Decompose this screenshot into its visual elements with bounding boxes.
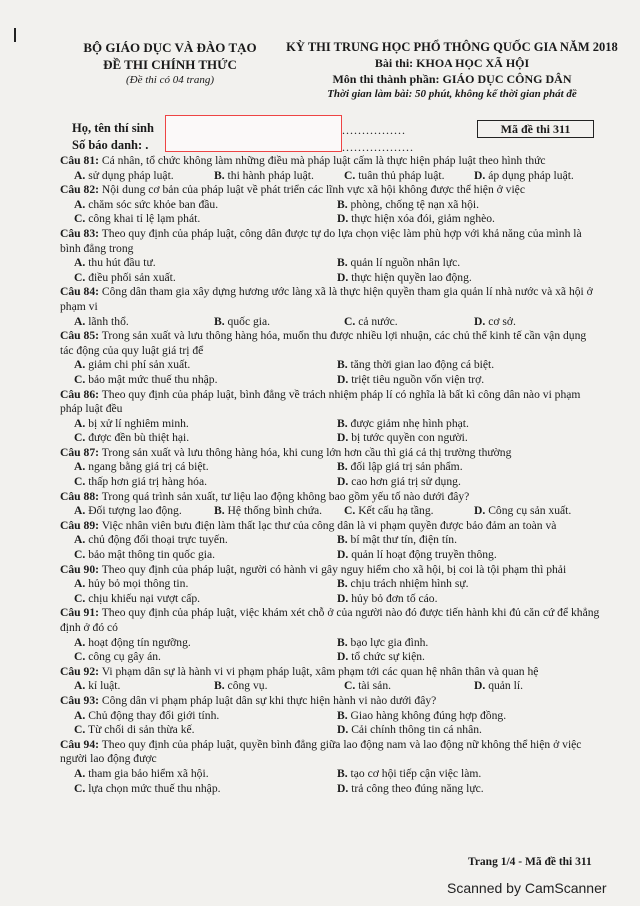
exam-code-box: Mã đề thi 311 [477, 120, 594, 138]
answer-option [337, 782, 600, 797]
option-text: thực hiện xóa đói, giảm nghèo. [351, 212, 495, 226]
option-letter: C. [344, 504, 356, 518]
question-number: Câu 84: [60, 285, 99, 299]
question [60, 285, 600, 329]
answer-options [60, 767, 600, 796]
option-text: tổ chức sự kiện. [351, 650, 425, 664]
answer-option [344, 169, 474, 184]
option-letter: D. [337, 591, 349, 605]
option-text: tăng thời gian lao động cá biệt. [350, 358, 495, 372]
answer-options [60, 256, 600, 285]
corner-mark [14, 28, 16, 42]
answer-option [337, 417, 600, 432]
question-stem [60, 665, 600, 680]
answer-option [74, 431, 337, 446]
answer-option [344, 504, 474, 519]
option-text: thu hút đầu tư. [88, 256, 156, 270]
answer-option [337, 723, 600, 738]
option-text: Công cụ sản xuất. [488, 504, 572, 518]
answer-option [74, 548, 337, 563]
question-text: Cá nhân, tổ chức không làm những điều mà pháp luật cấm là thực hiện pháp luật theo hình thức [101, 154, 546, 167]
question-number: Câu 91: [60, 606, 99, 620]
answer-option [474, 679, 600, 694]
option-letter: D. [474, 314, 486, 328]
option-text: công vụ. [227, 679, 268, 693]
name-dots: ................ [342, 123, 406, 137]
option-letter: B. [337, 635, 348, 649]
option-text: quản lí hoạt động truyền thông. [351, 548, 497, 562]
option-text: hoạt động tín ngưỡng. [88, 635, 191, 649]
option-text: cơ sở. [488, 314, 516, 328]
option-text: kỉ luật. [88, 679, 121, 693]
answer-options [60, 460, 600, 489]
ministry-name: BỘ GIÁO DỤC VÀ ĐÀO TẠO [83, 40, 257, 55]
option-text: Chủ động thay đổi giới tính. [88, 708, 220, 722]
option-text: thi hành pháp luật. [227, 168, 314, 182]
answer-options [60, 709, 600, 738]
answer-option [474, 504, 600, 519]
option-letter: C. [74, 650, 86, 664]
option-text: quản lí nguồn nhân lực. [350, 256, 461, 270]
option-text: sử dụng pháp luật. [88, 168, 174, 182]
time-note: Thời gian làm bài: 50 phút, không kể thời gian phát đề [327, 88, 577, 100]
answer-option [337, 548, 600, 563]
answer-option [74, 636, 337, 651]
option-letter: A. [74, 708, 86, 722]
question-stem [60, 183, 600, 198]
answer-option [337, 767, 600, 782]
option-text: bạo lực gia đình. [350, 635, 429, 649]
option-letter: C. [74, 212, 86, 226]
option-text: bảo mật thông tin quốc gia. [88, 548, 216, 562]
question-text: Nội dung cơ bản của pháp luật về phát triển các lĩnh vực xã hội không được thể hiện ở việc [101, 183, 525, 197]
option-text: công khai tỉ lệ lạm phát. [88, 212, 201, 226]
answer-option [74, 723, 337, 738]
question-number: Câu 93: [60, 693, 99, 707]
option-text: thực hiện quyền lao động. [351, 270, 472, 284]
answer-option [74, 417, 337, 432]
answer-option [337, 198, 600, 213]
exam-title: KỲ THI TRUNG HỌC PHỔ THÔNG QUỐC GIA NĂM 2018 [286, 40, 618, 54]
option-letter: C. [74, 270, 86, 284]
question [60, 227, 600, 285]
answer-option [214, 315, 344, 330]
answer-option [74, 782, 337, 797]
option-text: bị xử lí nghiêm minh. [88, 416, 189, 430]
option-letter: B. [337, 358, 348, 372]
option-letter: D. [474, 679, 486, 693]
test-name: Bài thi: KHOA HỌC XÃ HỘI [374, 56, 530, 70]
question-number: Câu 87: [60, 445, 99, 459]
option-text: Hệ thống bình chứa. [227, 504, 323, 518]
option-letter: D. [337, 431, 349, 445]
question-text: Việc nhân viên bưu điện làm thất lạc thư của công dân là vi phạm quyền được bảo đảm an toàn và [101, 518, 557, 532]
answer-options [60, 198, 600, 227]
answer-option [74, 767, 337, 782]
answer-option [74, 650, 337, 665]
option-letter: C. [74, 372, 86, 386]
option-text: tạo cơ hội tiếp cận việc làm. [350, 766, 482, 780]
option-text: chăm sóc sức khỏe ban đầu. [88, 197, 219, 211]
option-letter: C. [74, 591, 86, 605]
question-text: Theo quy định của pháp luật, người có hành vi gây nguy hiểm cho xã hội, bị coi là tội phạm thì phải [101, 562, 567, 576]
official-label: ĐỀ THI CHÍNH THỨC [103, 57, 237, 72]
question-text: Theo quy định của pháp luật, quyền bình đẳng giữa lao động nam và lao động nữ không thể hiện ở việc người lao động được [60, 737, 582, 766]
question-text: Theo quy định của pháp luật, công dân được tự do lựa chọn việc làm phù hợp với khả năng của mình là bình đẳng trong [60, 226, 582, 255]
answer-option [74, 475, 337, 490]
page-footer: Trang 1/4 - Mã đề thi 311 [468, 856, 592, 868]
option-text: Đối tượng lao động. [88, 504, 182, 518]
answer-options [60, 315, 600, 330]
option-letter: A. [74, 314, 86, 328]
option-text: Kết cấu hạ tầng. [358, 504, 434, 518]
option-text: trả công theo đúng năng lực. [351, 781, 484, 795]
option-letter: B. [214, 314, 225, 328]
option-letter: C. [74, 548, 86, 562]
option-text: công cụ gây án. [88, 650, 161, 664]
answer-option [74, 533, 337, 548]
question [60, 694, 600, 738]
option-letter: B. [337, 577, 348, 591]
answer-option [337, 475, 600, 490]
answer-option [74, 315, 214, 330]
question-number: Câu 82: [60, 183, 99, 197]
option-text: hủy bỏ mọi thông tin. [88, 577, 189, 591]
question-list [60, 154, 600, 796]
answer-option [74, 212, 337, 227]
option-letter: A. [74, 460, 86, 474]
option-letter: A. [74, 168, 86, 182]
option-text: hủy bỏ đơn tố cáo. [351, 591, 438, 605]
answer-option [337, 709, 600, 724]
question [60, 388, 600, 446]
answer-option [74, 679, 214, 694]
answer-option [74, 256, 337, 271]
option-letter: D. [337, 723, 349, 737]
answer-option [74, 504, 214, 519]
option-text: tham gia bảo hiểm xã hội. [88, 766, 209, 780]
option-letter: B. [337, 708, 348, 722]
student-info [72, 120, 154, 154]
option-text: tài sản. [358, 679, 392, 693]
answer-options [60, 577, 600, 606]
question [60, 183, 600, 227]
option-text: chịu khiếu nại vượt cấp. [88, 591, 201, 605]
question-stem [60, 446, 600, 461]
question-stem [60, 154, 600, 169]
option-letter: C. [74, 431, 86, 445]
header-left [70, 40, 270, 86]
question-number: Câu 88: [60, 489, 99, 503]
option-text: cao hơn giá trị sử dụng. [351, 475, 461, 489]
question-stem [60, 519, 600, 534]
option-letter: A. [74, 679, 86, 693]
option-text: áp dụng pháp luật. [488, 168, 574, 182]
option-text: Cải chính thông tin cá nhân. [351, 723, 482, 737]
option-text: được đền bù thiệt hại. [88, 431, 190, 445]
question [60, 563, 600, 607]
option-letter: A. [74, 358, 86, 372]
answer-option [337, 460, 600, 475]
option-letter: B. [337, 197, 348, 211]
answer-option [74, 460, 337, 475]
option-text: Từ chối di sản thừa kế. [87, 723, 195, 737]
question [60, 446, 600, 490]
answer-options [60, 636, 600, 665]
answer-option [337, 650, 600, 665]
question-text: Trong quá trình sản xuất, tư liệu lao động không bao gồm yếu tố nào dưới đây? [101, 489, 470, 503]
question-number: Câu 94: [60, 737, 99, 751]
answer-option [214, 679, 344, 694]
scanner-watermark: Scanned by CamScanner [447, 880, 607, 896]
option-letter: B. [214, 679, 225, 693]
question-stem [60, 227, 600, 256]
question [60, 738, 600, 796]
answer-option [337, 636, 600, 651]
option-letter: A. [74, 635, 86, 649]
redaction-box [165, 115, 342, 152]
header-right [282, 40, 622, 100]
answer-option [74, 271, 337, 286]
option-text: bị tước quyền con người. [351, 431, 468, 445]
option-letter: B. [214, 168, 225, 182]
option-letter: C. [74, 475, 86, 489]
answer-option [74, 577, 337, 592]
option-letter: A. [74, 577, 86, 591]
answer-options [60, 169, 600, 184]
option-text: thấp hơn giá trị hàng hóa. [88, 475, 208, 489]
id-label: Số báo danh: . [72, 138, 149, 152]
option-letter: C. [74, 723, 86, 737]
option-text: Giao hàng không đúng hợp đồng. [350, 708, 507, 722]
answer-options [60, 533, 600, 562]
question-stem [60, 738, 600, 767]
option-letter: B. [337, 256, 348, 270]
answer-option [337, 212, 600, 227]
option-text: chịu trách nhiệm hình sự. [350, 577, 469, 591]
option-letter: D. [337, 372, 349, 386]
option-letter: C. [344, 168, 356, 182]
answer-option [74, 592, 337, 607]
option-text: chủ động đối thoại trực tuyến. [88, 533, 228, 547]
question-number: Câu 90: [60, 562, 99, 576]
answer-option [337, 431, 600, 446]
question-stem [60, 694, 600, 709]
name-label: Họ, tên thí sinh [72, 121, 154, 135]
option-text: cả nước. [358, 314, 398, 328]
answer-options [60, 358, 600, 387]
question-stem [60, 388, 600, 417]
question-text: Công dân tham gia xây dựng hương ước làng xã là thực hiện quyền tham gia quản lí nhà nước và xã hội ở phạm vi [60, 285, 593, 313]
answer-option [74, 709, 337, 724]
option-letter: A. [74, 197, 86, 211]
option-text: ngang bằng giá trị cá biệt. [88, 460, 209, 474]
option-text: lựa chọn mức thuế thu nhập. [88, 781, 221, 795]
answer-option [337, 533, 600, 548]
answer-options [60, 504, 600, 519]
subject-name: Môn thi thành phần: GIÁO DỤC CÔNG DÂN [332, 72, 572, 86]
answer-option [74, 373, 337, 388]
answer-option [337, 373, 600, 388]
question [60, 329, 600, 387]
option-letter: B. [214, 504, 225, 518]
question-text: Vi phạm dân sự là hành vi vi phạm pháp luật, xâm phạm tới các quan hệ nhân thân và quan hệ [101, 664, 539, 678]
question-stem [60, 285, 600, 314]
answer-option [474, 169, 600, 184]
question-number: Câu 85: [60, 329, 99, 343]
question [60, 665, 600, 694]
answer-option [74, 198, 337, 213]
answer-option [74, 169, 214, 184]
option-text: quản lí. [488, 679, 523, 693]
question-number: Câu 83: [60, 226, 99, 240]
option-letter: A. [74, 533, 86, 547]
question [60, 519, 600, 563]
option-letter: A. [74, 416, 86, 430]
question-stem [60, 563, 600, 578]
question-text: Trong sản xuất và lưu thông hàng hóa, muốn thu được nhiều lợi nhuận, các chủ thể kinh tế cần vận dụng tác động của quy luật giá trị để [60, 329, 587, 357]
option-text: điều phối sản xuất. [88, 270, 176, 284]
answer-option [214, 169, 344, 184]
option-letter: A. [74, 766, 86, 780]
option-text: quốc gia. [227, 314, 271, 328]
option-letter: D. [337, 475, 349, 489]
option-letter: C. [344, 679, 356, 693]
answer-option [214, 504, 344, 519]
answer-option [474, 315, 600, 330]
pages-note: (Đề thi có 04 trang) [126, 74, 214, 86]
option-letter: D. [337, 781, 349, 795]
option-letter: D. [474, 168, 486, 182]
option-letter: B. [337, 766, 348, 780]
answer-option [337, 592, 600, 607]
question-text: Theo quy định của pháp luật, bình đẳng về trách nhiệm pháp lí có nghĩa là bất kì công dân nào vi phạm pháp luật đều [60, 387, 581, 416]
question-text: Trong sản xuất và lưu thông hàng hóa, khi cung lớn hơn cầu thì giá cả thị trường thường [101, 445, 512, 459]
answer-options [60, 679, 600, 694]
option-text: tuân thủ pháp luật. [358, 168, 445, 182]
option-letter: B. [337, 416, 348, 430]
option-letter: C. [74, 781, 86, 795]
option-letter: B. [337, 460, 348, 474]
option-text: đối lập giá trị sản phẩm. [350, 460, 463, 474]
option-text: phòng, chống tệ nạn xã hội. [350, 197, 480, 211]
answer-option [337, 358, 600, 373]
question-text: Công dân vi phạm pháp luật dân sự khi thực hiện hành vi nào dưới đây? [101, 693, 437, 707]
id-dots: .................. [342, 140, 414, 154]
question-number: Câu 92: [60, 664, 99, 678]
answer-options [60, 417, 600, 446]
option-text: giảm chi phí sản xuất. [88, 358, 191, 372]
answer-option [337, 271, 600, 286]
question-text: Theo quy định của pháp luật, việc khám xét chỗ ở của người nào đó được tiến hành khi đủ căn cứ để khẳng định ở đó có [60, 606, 600, 634]
option-text: bảo mật mức thuế thu nhập. [88, 372, 218, 386]
answer-option [74, 358, 337, 373]
question-number: Câu 89: [60, 518, 99, 532]
option-letter: D. [474, 504, 486, 518]
question [60, 606, 600, 664]
question-stem [60, 490, 600, 505]
option-letter: D. [337, 548, 349, 562]
option-letter: A. [74, 256, 86, 270]
option-text: được giảm nhẹ hình phạt. [350, 416, 469, 430]
option-letter: B. [337, 533, 348, 547]
option-letter: D. [337, 650, 349, 664]
option-letter: D. [337, 270, 349, 284]
option-letter: A. [74, 504, 86, 518]
question [60, 154, 600, 183]
question-stem [60, 606, 600, 635]
question [60, 490, 600, 519]
answer-option [337, 256, 600, 271]
question-number: Câu 81: [60, 154, 99, 167]
question-stem [60, 329, 600, 358]
option-text: triệt tiêu nguồn vốn viện trợ. [351, 372, 485, 386]
option-text: lãnh thổ. [88, 314, 129, 328]
question-number: Câu 86: [60, 387, 99, 401]
answer-option [344, 315, 474, 330]
answer-option [337, 577, 600, 592]
option-letter: D. [337, 212, 349, 226]
option-letter: C. [344, 314, 356, 328]
answer-option [344, 679, 474, 694]
option-text: bí mật thư tín, điện tín. [350, 533, 457, 547]
